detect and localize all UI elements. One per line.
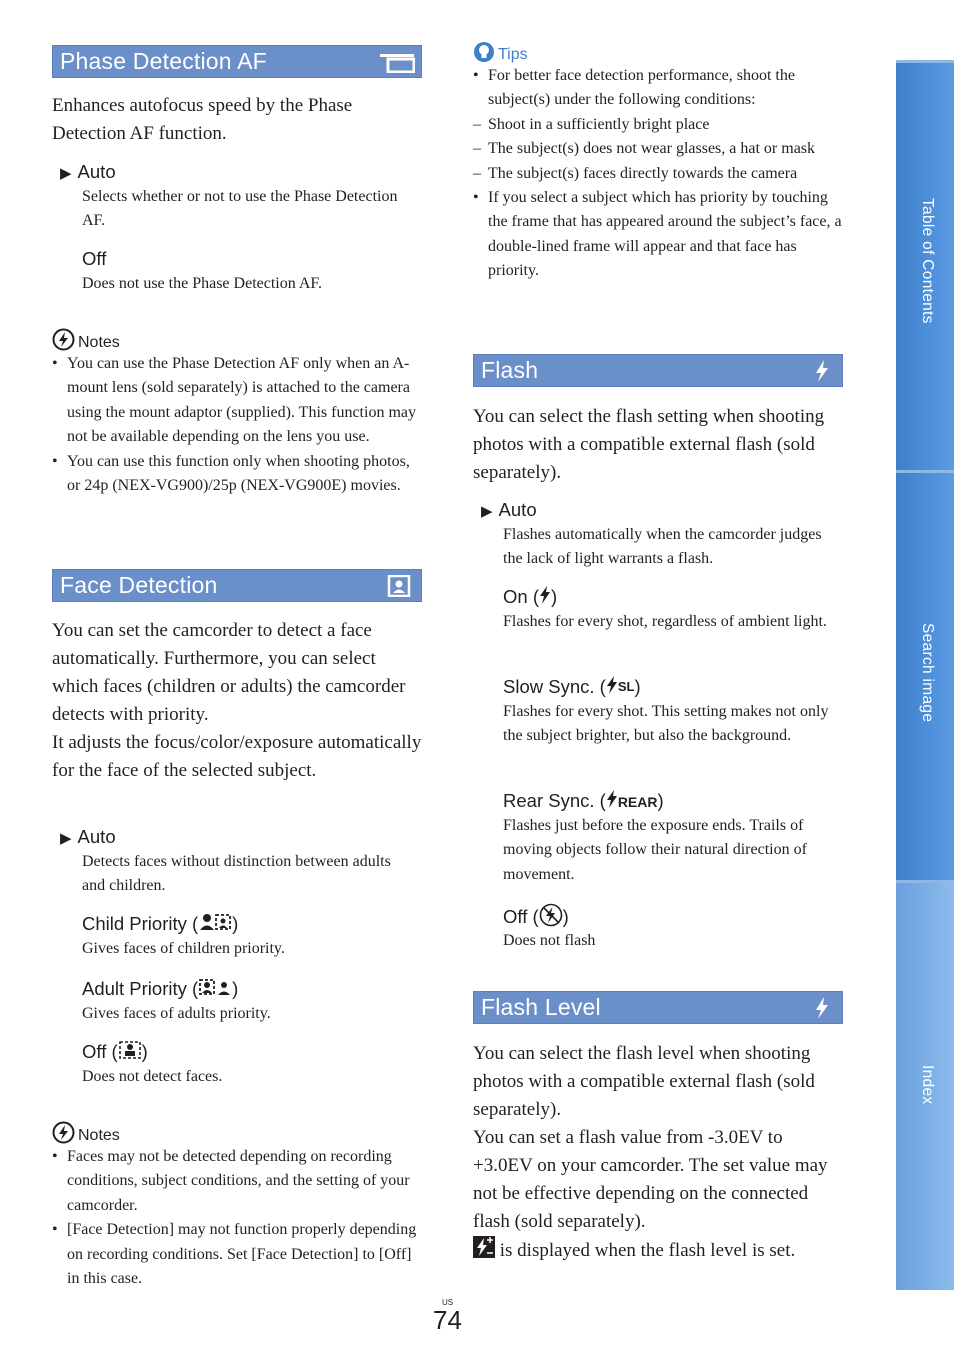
section-header-phase-detection-af: [52, 45, 422, 78]
face-detection-icon: [387, 575, 411, 602]
default-marker-icon: ▶: [481, 503, 493, 520]
flash-level-intro-3: is displayed when the flash level is set.: [473, 1236, 845, 1267]
face-intro-2: It adjusts the focus/color/exposure automatically for the face of the selected subject.: [52, 732, 422, 781]
option-rear-sync: Rear Sync. ( REAR): [503, 789, 664, 815]
sub-item: – The subject(s) faces directly towards the camera: [473, 162, 845, 186]
tab-index[interactable]: [896, 880, 954, 1290]
option-desc: Selects whether or not to use the Phase Detection AF.: [82, 188, 398, 230]
child-priority-icon: [198, 912, 232, 938]
flash-on-icon: [539, 585, 551, 611]
option-slow-sync: Slow Sync. ( $^{SL}$): [503, 675, 641, 701]
tips-sublist: [473, 113, 845, 186]
tab-label: Search image: [919, 623, 936, 723]
phase-detection-af-icon: [379, 51, 415, 78]
face-detection-off-icon: [118, 1040, 142, 1066]
phase-intro: Enhances autofocus speed by the Phase Detection AF function.: [52, 95, 353, 144]
option-adult-priority: Adult Priority ( ): [82, 977, 238, 1003]
option-off: Off ( ): [82, 1040, 148, 1066]
flash-rear-sync-icon: [606, 789, 618, 815]
option-desc: Flashes for every shot. This setting makes not only the subject brighter, but also the background.: [503, 703, 829, 745]
adult-priority-icon: [198, 977, 232, 1003]
notes-header: Notes: [52, 1121, 120, 1150]
flash-level-icon: [473, 1236, 495, 1267]
option-child-priority: Child Priority ( ): [82, 912, 238, 938]
notes-list: [52, 1145, 422, 1291]
list-item: • [Face Detection] may not function properly depending on recording conditions. Set [Face Detection] to [Off] in this case.: [52, 1218, 422, 1291]
section-header-flash: [473, 354, 843, 387]
default-marker-icon: ▶: [60, 830, 72, 847]
tips-header: Tips: [473, 41, 528, 69]
option-desc: Flashes automatically when the camcorder judges the lack of light warrants a flash.: [503, 526, 822, 568]
flash-level-intro-2: You can set a flash value from -3.0EV to +3.0EV on your camcorder. The set value may not be effective depending on the connected flash (sold separately).: [473, 1127, 828, 1232]
face-intro: You can set the camcorder to detect a face automatically. Furthermore, you can select which faces (children or adults) the camcorder detects with priority.: [52, 620, 406, 725]
section-header-flash-level: [473, 991, 843, 1024]
flash-level-intro: You can select the flash level when shooting photos with a compatible external flash (sold separately).: [473, 1043, 815, 1120]
flash-icon: [814, 359, 830, 388]
option-desc: Flashes just before the exposure ends. Trails of moving objects follow their natural direction of movement.: [503, 817, 807, 883]
option-auto: ▶ Auto: [481, 499, 537, 520]
list-item: • You can use the Phase Detection AF only when an A-mount lens (sold separately) is attached to the camera using the mount adaptor (supplied). This function may not be available depending on the lens you use.: [52, 352, 422, 450]
option-desc: Gives faces of children priority.: [82, 940, 285, 957]
tab-label: Index: [919, 1065, 936, 1105]
flash-slow-sync-icon: [606, 675, 618, 701]
option-desc: Gives faces of adults priority.: [82, 1005, 271, 1022]
tips-list: [473, 64, 845, 284]
default-marker-icon: ▶: [60, 165, 72, 182]
page-region: US: [442, 1298, 454, 1307]
tab-label: Table of Contents: [919, 198, 936, 324]
option-desc: Detects faces without distinction between adults and children.: [82, 853, 391, 895]
list-item: • You can use this function only when shooting photos, or 24p (NEX-VG900)/25p (NEX-VG900E) movies.: [52, 450, 422, 499]
tab-search-image[interactable]: [896, 470, 954, 880]
option-desc: Does not detect faces.: [82, 1068, 223, 1085]
page-number-value: 74: [433, 1305, 462, 1335]
list-item: • Faces may not be detected depending on recording conditions, subject conditions, and the setting of your camcorder.: [52, 1145, 422, 1218]
option-off: Off ( ): [503, 903, 569, 933]
flash-intro: You can select the flash setting when shooting photos with a compatible external flash (sold separately).: [473, 406, 825, 483]
section-title: Phase Detection AF: [60, 48, 267, 74]
list-item: • For better face detection performance, shoot the subject(s) under the following conditions: – Shoot in a sufficiently bright place – The subject(s) does not wear glasses, a hat or mask – The subject(s) faces directly towards the camera: [473, 64, 845, 186]
section-title: Face Detection: [60, 572, 218, 598]
sub-item: – Shoot in a sufficiently bright place: [473, 113, 845, 137]
option-auto: ▶ Auto: [60, 161, 116, 182]
option-auto: ▶ Auto: [60, 826, 116, 847]
notes-list: [52, 352, 422, 498]
option-desc: Does not flash: [503, 932, 596, 949]
option-on: On ( ): [503, 585, 557, 611]
flash-icon: [814, 996, 830, 1025]
notes-header: Notes: [52, 328, 120, 357]
list-item: • If you select a subject which has priority by touching the frame that has appeared around the subject’s face, a double-lined frame will appear and that face has priority.: [473, 186, 845, 284]
tab-table-of-contents[interactable]: [896, 60, 954, 470]
option-desc: Does not use the Phase Detection AF.: [82, 275, 323, 292]
section-title: Flash: [481, 357, 539, 383]
section-title: Flash Level: [481, 994, 601, 1020]
section-header-face-detection: [52, 569, 422, 602]
option-off: Off: [82, 248, 107, 269]
option-desc: Flashes for every shot, regardless of ambient light.: [503, 613, 827, 630]
sub-item: – The subject(s) does not wear glasses, a hat or mask: [473, 137, 845, 161]
